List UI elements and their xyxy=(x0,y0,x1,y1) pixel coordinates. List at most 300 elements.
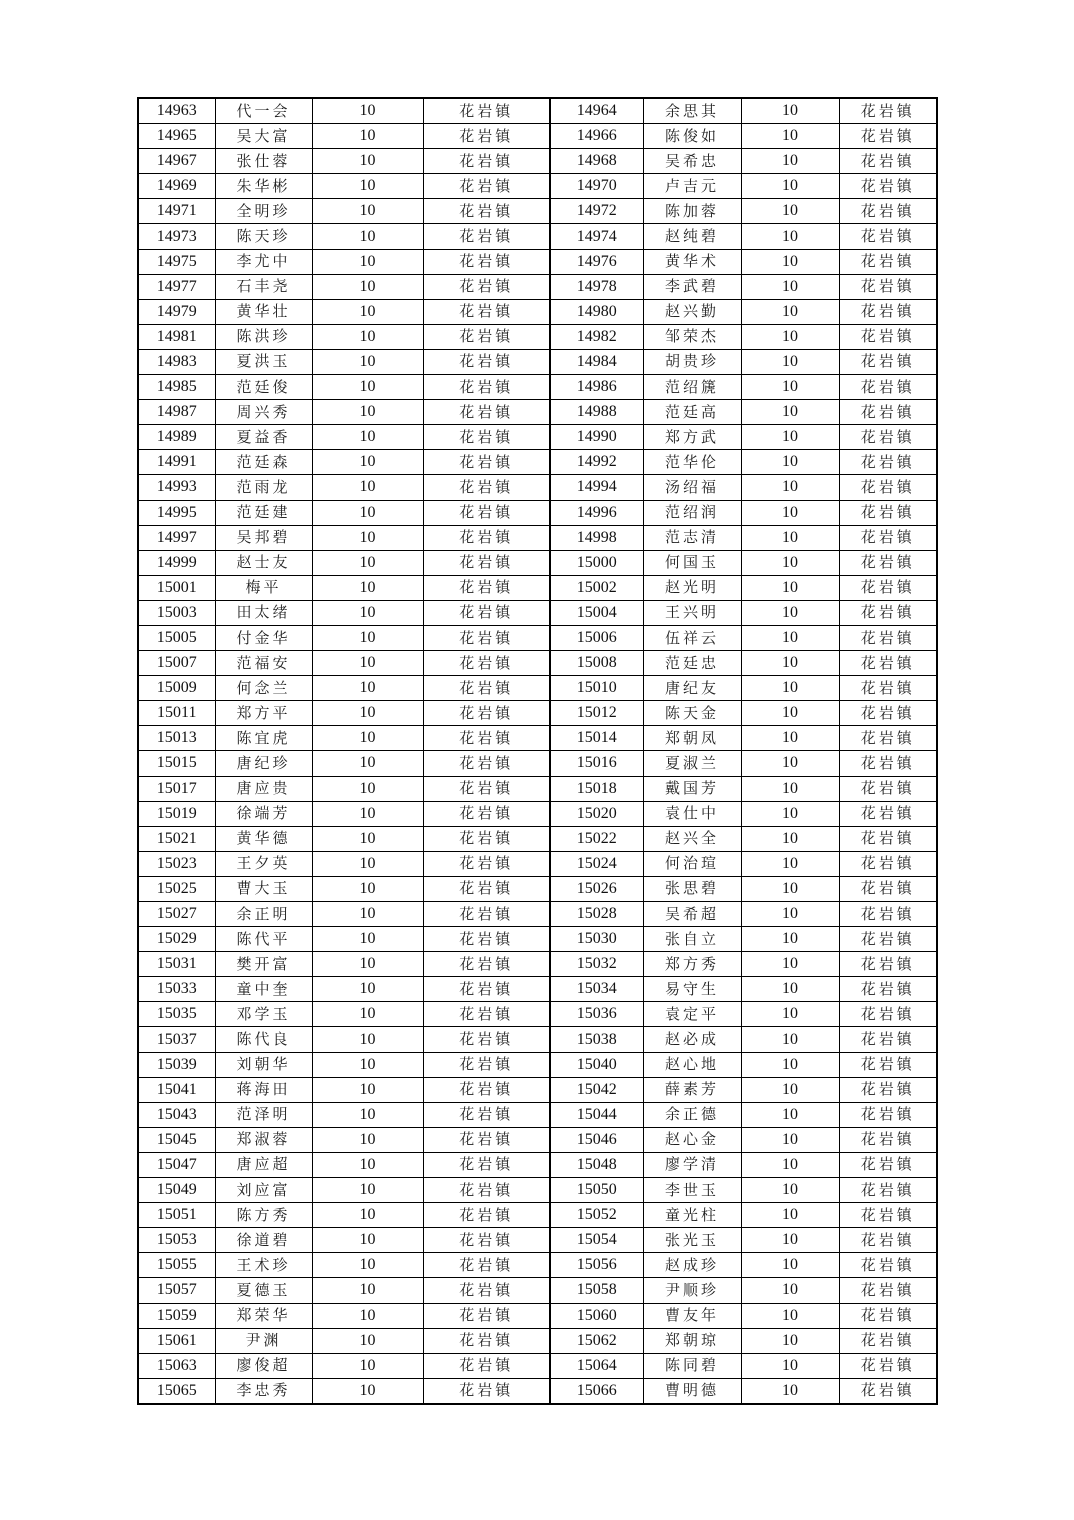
town-cell: 花岩镇 xyxy=(423,1102,550,1127)
name-cell: 范廷森 xyxy=(215,450,312,475)
id-cell: 15029 xyxy=(138,927,215,952)
town-cell: 花岩镇 xyxy=(423,224,550,249)
name-cell: 陈代良 xyxy=(215,1027,312,1052)
name-cell: 吴大富 xyxy=(215,124,312,149)
name-cell: 廖俊超 xyxy=(215,1353,312,1378)
town-cell: 花岩镇 xyxy=(423,1328,550,1353)
town-cell: 花岩镇 xyxy=(423,701,550,726)
name-cell: 易守生 xyxy=(643,977,741,1002)
town-cell: 花岩镇 xyxy=(423,299,550,324)
id-cell: 15037 xyxy=(138,1027,215,1052)
id-cell: 14991 xyxy=(138,450,215,475)
name-cell: 何国玉 xyxy=(643,550,741,575)
town-cell: 花岩镇 xyxy=(839,1303,937,1328)
town-cell: 花岩镇 xyxy=(839,1102,937,1127)
town-cell: 花岩镇 xyxy=(423,1203,550,1228)
table-row xyxy=(138,902,937,927)
id-cell: 15061 xyxy=(138,1328,215,1353)
amount-cell: 10 xyxy=(312,676,423,701)
id-cell: 15060 xyxy=(550,1303,643,1328)
name-cell: 唐纪珍 xyxy=(215,751,312,776)
id-cell: 14964 xyxy=(550,98,643,124)
amount-cell: 10 xyxy=(312,324,423,349)
name-cell: 郑淑蓉 xyxy=(215,1127,312,1152)
amount-cell: 10 xyxy=(741,1127,839,1152)
table-row xyxy=(138,299,937,324)
name-cell: 胡贵珍 xyxy=(643,349,741,374)
town-cell: 花岩镇 xyxy=(839,776,937,801)
table-row xyxy=(138,1228,937,1253)
town-cell: 花岩镇 xyxy=(423,525,550,550)
name-cell: 赵兴全 xyxy=(643,826,741,851)
name-cell: 唐纪友 xyxy=(643,676,741,701)
amount-cell: 10 xyxy=(312,1152,423,1177)
table-row xyxy=(138,977,937,1002)
name-cell: 范廷高 xyxy=(643,400,741,425)
amount-cell: 10 xyxy=(312,1278,423,1303)
table-row xyxy=(138,1027,937,1052)
id-cell: 14983 xyxy=(138,349,215,374)
id-cell: 15038 xyxy=(550,1027,643,1052)
amount-cell: 10 xyxy=(312,1328,423,1353)
name-cell: 薛素芳 xyxy=(643,1077,741,1102)
id-cell: 15028 xyxy=(550,902,643,927)
amount-cell: 10 xyxy=(741,726,839,751)
town-cell: 花岩镇 xyxy=(839,475,937,500)
town-cell: 花岩镇 xyxy=(423,1077,550,1102)
name-cell: 蒋海田 xyxy=(215,1077,312,1102)
id-cell: 15065 xyxy=(138,1378,215,1404)
name-cell: 黄华术 xyxy=(643,249,741,274)
town-cell: 花岩镇 xyxy=(423,1052,550,1077)
id-cell: 15018 xyxy=(550,776,643,801)
amount-cell: 10 xyxy=(312,249,423,274)
amount-cell: 10 xyxy=(741,199,839,224)
name-cell: 袁定平 xyxy=(643,1002,741,1027)
id-cell: 15047 xyxy=(138,1152,215,1177)
id-cell: 14965 xyxy=(138,124,215,149)
name-cell: 王术珍 xyxy=(215,1253,312,1278)
id-cell: 15027 xyxy=(138,902,215,927)
amount-cell: 10 xyxy=(741,927,839,952)
id-cell: 14981 xyxy=(138,324,215,349)
amount-cell: 10 xyxy=(312,1378,423,1404)
id-cell: 15013 xyxy=(138,726,215,751)
amount-cell: 10 xyxy=(312,776,423,801)
id-cell: 14989 xyxy=(138,425,215,450)
name-cell: 尹渊 xyxy=(215,1328,312,1353)
name-cell: 何治瑄 xyxy=(643,851,741,876)
amount-cell: 10 xyxy=(312,224,423,249)
town-cell: 花岩镇 xyxy=(839,600,937,625)
id-cell: 15064 xyxy=(550,1353,643,1378)
id-cell: 14975 xyxy=(138,249,215,274)
id-cell: 14969 xyxy=(138,174,215,199)
id-cell: 15012 xyxy=(550,701,643,726)
amount-cell: 10 xyxy=(741,450,839,475)
table-row xyxy=(138,375,937,400)
amount-cell: 10 xyxy=(312,500,423,525)
town-cell: 花岩镇 xyxy=(839,676,937,701)
roster-table-body xyxy=(138,98,937,1404)
amount-cell: 10 xyxy=(312,851,423,876)
town-cell: 花岩镇 xyxy=(423,400,550,425)
id-cell: 14994 xyxy=(550,475,643,500)
id-cell: 15049 xyxy=(138,1178,215,1203)
amount-cell: 10 xyxy=(741,701,839,726)
id-cell: 15033 xyxy=(138,977,215,1002)
name-cell: 范绍篪 xyxy=(643,375,741,400)
town-cell: 花岩镇 xyxy=(839,952,937,977)
name-cell: 童中奎 xyxy=(215,977,312,1002)
name-cell: 范志清 xyxy=(643,525,741,550)
amount-cell: 10 xyxy=(312,1027,423,1052)
id-cell: 14990 xyxy=(550,425,643,450)
amount-cell: 10 xyxy=(312,1303,423,1328)
id-cell: 14977 xyxy=(138,274,215,299)
id-cell: 15043 xyxy=(138,1102,215,1127)
amount-cell: 10 xyxy=(312,876,423,901)
name-cell: 邓学玉 xyxy=(215,1002,312,1027)
table-row xyxy=(138,1203,937,1228)
id-cell: 15055 xyxy=(138,1253,215,1278)
amount-cell: 10 xyxy=(312,977,423,1002)
id-cell: 15041 xyxy=(138,1077,215,1102)
amount-cell: 10 xyxy=(741,324,839,349)
table-row xyxy=(138,701,937,726)
name-cell: 张仕蓉 xyxy=(215,149,312,174)
amount-cell: 10 xyxy=(741,851,839,876)
town-cell: 花岩镇 xyxy=(423,726,550,751)
name-cell: 吴邦碧 xyxy=(215,525,312,550)
amount-cell: 10 xyxy=(312,1353,423,1378)
amount-cell: 10 xyxy=(741,651,839,676)
name-cell: 刘朝华 xyxy=(215,1052,312,1077)
town-cell: 花岩镇 xyxy=(839,876,937,901)
town-cell: 花岩镇 xyxy=(839,801,937,826)
name-cell: 全明珍 xyxy=(215,199,312,224)
town-cell: 花岩镇 xyxy=(423,575,550,600)
id-cell: 15059 xyxy=(138,1303,215,1328)
town-cell: 花岩镇 xyxy=(839,701,937,726)
town-cell: 花岩镇 xyxy=(423,625,550,650)
town-cell: 花岩镇 xyxy=(423,324,550,349)
table-row xyxy=(138,826,937,851)
name-cell: 陈天珍 xyxy=(215,224,312,249)
id-cell: 15045 xyxy=(138,1127,215,1152)
amount-cell: 10 xyxy=(741,902,839,927)
name-cell: 樊开富 xyxy=(215,952,312,977)
id-cell: 14979 xyxy=(138,299,215,324)
name-cell: 曹大玉 xyxy=(215,876,312,901)
amount-cell: 10 xyxy=(741,1253,839,1278)
name-cell: 郑方武 xyxy=(643,425,741,450)
amount-cell: 10 xyxy=(312,274,423,299)
town-cell: 花岩镇 xyxy=(423,1378,550,1404)
name-cell: 张光玉 xyxy=(643,1228,741,1253)
table-row xyxy=(138,952,937,977)
amount-cell: 10 xyxy=(312,149,423,174)
amount-cell: 10 xyxy=(741,751,839,776)
table-row xyxy=(138,1253,937,1278)
town-cell: 花岩镇 xyxy=(839,826,937,851)
name-cell: 郑荣华 xyxy=(215,1303,312,1328)
town-cell: 花岩镇 xyxy=(839,651,937,676)
town-cell: 花岩镇 xyxy=(839,625,937,650)
name-cell: 赵兴勤 xyxy=(643,299,741,324)
name-cell: 范绍润 xyxy=(643,500,741,525)
name-cell: 陈天金 xyxy=(643,701,741,726)
town-cell: 花岩镇 xyxy=(423,600,550,625)
amount-cell: 10 xyxy=(312,1002,423,1027)
amount-cell: 10 xyxy=(741,375,839,400)
id-cell: 15008 xyxy=(550,651,643,676)
amount-cell: 10 xyxy=(312,1178,423,1203)
name-cell: 邹荣杰 xyxy=(643,324,741,349)
id-cell: 14984 xyxy=(550,349,643,374)
town-cell: 花岩镇 xyxy=(839,349,937,374)
amount-cell: 10 xyxy=(312,801,423,826)
amount-cell: 10 xyxy=(741,550,839,575)
table-row xyxy=(138,600,937,625)
id-cell: 15020 xyxy=(550,801,643,826)
table-row xyxy=(138,324,937,349)
amount-cell: 10 xyxy=(312,1203,423,1228)
town-cell: 花岩镇 xyxy=(423,450,550,475)
amount-cell: 10 xyxy=(312,299,423,324)
amount-cell: 10 xyxy=(741,98,839,124)
name-cell: 童光柱 xyxy=(643,1203,741,1228)
id-cell: 15032 xyxy=(550,952,643,977)
name-cell: 范泽明 xyxy=(215,1102,312,1127)
table-row xyxy=(138,1052,937,1077)
amount-cell: 10 xyxy=(741,425,839,450)
town-cell: 花岩镇 xyxy=(423,1253,550,1278)
name-cell: 吴希忠 xyxy=(643,149,741,174)
town-cell: 花岩镇 xyxy=(423,977,550,1002)
amount-cell: 10 xyxy=(312,1253,423,1278)
amount-cell: 10 xyxy=(312,475,423,500)
town-cell: 花岩镇 xyxy=(839,1353,937,1378)
name-cell: 范华伦 xyxy=(643,450,741,475)
table-row xyxy=(138,1303,937,1328)
name-cell: 付金华 xyxy=(215,625,312,650)
table-row xyxy=(138,651,937,676)
town-cell: 花岩镇 xyxy=(423,349,550,374)
amount-cell: 10 xyxy=(312,1052,423,1077)
id-cell: 14987 xyxy=(138,400,215,425)
id-cell: 14978 xyxy=(550,274,643,299)
amount-cell: 10 xyxy=(741,1328,839,1353)
id-cell: 15004 xyxy=(550,600,643,625)
name-cell: 郑朝凤 xyxy=(643,726,741,751)
name-cell: 朱华彬 xyxy=(215,174,312,199)
town-cell: 花岩镇 xyxy=(839,525,937,550)
table-row xyxy=(138,676,937,701)
name-cell: 刘应富 xyxy=(215,1178,312,1203)
name-cell: 徐道碧 xyxy=(215,1228,312,1253)
town-cell: 花岩镇 xyxy=(839,1027,937,1052)
town-cell: 花岩镇 xyxy=(839,1077,937,1102)
town-cell: 花岩镇 xyxy=(839,1152,937,1177)
id-cell: 14998 xyxy=(550,525,643,550)
name-cell: 尹顺珍 xyxy=(643,1278,741,1303)
id-cell: 14982 xyxy=(550,324,643,349)
id-cell: 15052 xyxy=(550,1203,643,1228)
name-cell: 范廷忠 xyxy=(643,651,741,676)
table-row xyxy=(138,149,937,174)
name-cell: 赵士友 xyxy=(215,550,312,575)
name-cell: 陈宜虎 xyxy=(215,726,312,751)
name-cell: 张自立 xyxy=(643,927,741,952)
amount-cell: 10 xyxy=(312,927,423,952)
id-cell: 15015 xyxy=(138,751,215,776)
name-cell: 李世玉 xyxy=(643,1178,741,1203)
town-cell: 花岩镇 xyxy=(839,726,937,751)
id-cell: 15026 xyxy=(550,876,643,901)
id-cell: 14988 xyxy=(550,400,643,425)
name-cell: 曹友年 xyxy=(643,1303,741,1328)
town-cell: 花岩镇 xyxy=(839,977,937,1002)
name-cell: 郑朝琼 xyxy=(643,1328,741,1353)
amount-cell: 10 xyxy=(312,425,423,450)
name-cell: 唐应贵 xyxy=(215,776,312,801)
town-cell: 花岩镇 xyxy=(423,149,550,174)
name-cell: 赵纯碧 xyxy=(643,224,741,249)
amount-cell: 10 xyxy=(312,952,423,977)
id-cell: 15021 xyxy=(138,826,215,851)
table-row xyxy=(138,199,937,224)
name-cell: 戴国芳 xyxy=(643,776,741,801)
town-cell: 花岩镇 xyxy=(839,324,937,349)
id-cell: 14997 xyxy=(138,525,215,550)
amount-cell: 10 xyxy=(741,1303,839,1328)
id-cell: 15011 xyxy=(138,701,215,726)
name-cell: 李尤中 xyxy=(215,249,312,274)
id-cell: 15023 xyxy=(138,851,215,876)
town-cell: 花岩镇 xyxy=(839,1253,937,1278)
amount-cell: 10 xyxy=(741,174,839,199)
id-cell: 15051 xyxy=(138,1203,215,1228)
amount-cell: 10 xyxy=(312,550,423,575)
town-cell: 花岩镇 xyxy=(423,801,550,826)
id-cell: 15014 xyxy=(550,726,643,751)
name-cell: 伍祥云 xyxy=(643,625,741,650)
amount-cell: 10 xyxy=(741,249,839,274)
id-cell: 15025 xyxy=(138,876,215,901)
amount-cell: 10 xyxy=(741,1102,839,1127)
name-cell: 徐端芳 xyxy=(215,801,312,826)
id-cell: 15001 xyxy=(138,575,215,600)
amount-cell: 10 xyxy=(741,600,839,625)
town-cell: 花岩镇 xyxy=(839,174,937,199)
name-cell: 余正德 xyxy=(643,1102,741,1127)
amount-cell: 10 xyxy=(312,124,423,149)
amount-cell: 10 xyxy=(741,349,839,374)
name-cell: 周兴秀 xyxy=(215,400,312,425)
amount-cell: 10 xyxy=(312,400,423,425)
town-cell: 花岩镇 xyxy=(839,400,937,425)
name-cell: 黄华德 xyxy=(215,826,312,851)
town-cell: 花岩镇 xyxy=(423,902,550,927)
amount-cell: 10 xyxy=(312,1127,423,1152)
name-cell: 张思碧 xyxy=(643,876,741,901)
amount-cell: 10 xyxy=(741,1052,839,1077)
town-cell: 花岩镇 xyxy=(839,1052,937,1077)
amount-cell: 10 xyxy=(741,1077,839,1102)
town-cell: 花岩镇 xyxy=(839,550,937,575)
id-cell: 14980 xyxy=(550,299,643,324)
name-cell: 陈同碧 xyxy=(643,1353,741,1378)
id-cell: 15046 xyxy=(550,1127,643,1152)
table-row xyxy=(138,98,937,124)
amount-cell: 10 xyxy=(741,475,839,500)
table-row xyxy=(138,550,937,575)
table-row xyxy=(138,575,937,600)
table-row xyxy=(138,1328,937,1353)
name-cell: 田太绪 xyxy=(215,600,312,625)
amount-cell: 10 xyxy=(741,274,839,299)
amount-cell: 10 xyxy=(741,525,839,550)
table-row xyxy=(138,224,937,249)
town-cell: 花岩镇 xyxy=(423,826,550,851)
id-cell: 14970 xyxy=(550,174,643,199)
town-cell: 花岩镇 xyxy=(839,249,937,274)
name-cell: 黄华壮 xyxy=(215,299,312,324)
id-cell: 15024 xyxy=(550,851,643,876)
town-cell: 花岩镇 xyxy=(839,1228,937,1253)
id-cell: 15066 xyxy=(550,1378,643,1404)
amount-cell: 10 xyxy=(741,299,839,324)
id-cell: 15017 xyxy=(138,776,215,801)
amount-cell: 10 xyxy=(312,1077,423,1102)
amount-cell: 10 xyxy=(741,1027,839,1052)
id-cell: 14995 xyxy=(138,500,215,525)
table-row xyxy=(138,124,937,149)
amount-cell: 10 xyxy=(312,701,423,726)
id-cell: 15039 xyxy=(138,1052,215,1077)
town-cell: 花岩镇 xyxy=(423,98,550,124)
table-row xyxy=(138,1278,937,1303)
town-cell: 花岩镇 xyxy=(839,575,937,600)
name-cell: 汤绍福 xyxy=(643,475,741,500)
town-cell: 花岩镇 xyxy=(839,375,937,400)
name-cell: 赵光明 xyxy=(643,575,741,600)
town-cell: 花岩镇 xyxy=(839,299,937,324)
town-cell: 花岩镇 xyxy=(423,1228,550,1253)
id-cell: 14985 xyxy=(138,375,215,400)
name-cell: 廖学清 xyxy=(643,1152,741,1177)
table-row xyxy=(138,500,937,525)
town-cell: 花岩镇 xyxy=(423,952,550,977)
amount-cell: 10 xyxy=(741,1152,839,1177)
amount-cell: 10 xyxy=(741,952,839,977)
amount-cell: 10 xyxy=(312,174,423,199)
id-cell: 15006 xyxy=(550,625,643,650)
town-cell: 花岩镇 xyxy=(839,1378,937,1404)
town-cell: 花岩镇 xyxy=(423,751,550,776)
table-row xyxy=(138,249,937,274)
table-row xyxy=(138,1152,937,1177)
town-cell: 花岩镇 xyxy=(839,851,937,876)
table-row xyxy=(138,726,937,751)
amount-cell: 10 xyxy=(741,625,839,650)
town-cell: 花岩镇 xyxy=(839,274,937,299)
name-cell: 石丰尧 xyxy=(215,274,312,299)
id-cell: 14974 xyxy=(550,224,643,249)
amount-cell: 10 xyxy=(312,349,423,374)
town-cell: 花岩镇 xyxy=(839,500,937,525)
